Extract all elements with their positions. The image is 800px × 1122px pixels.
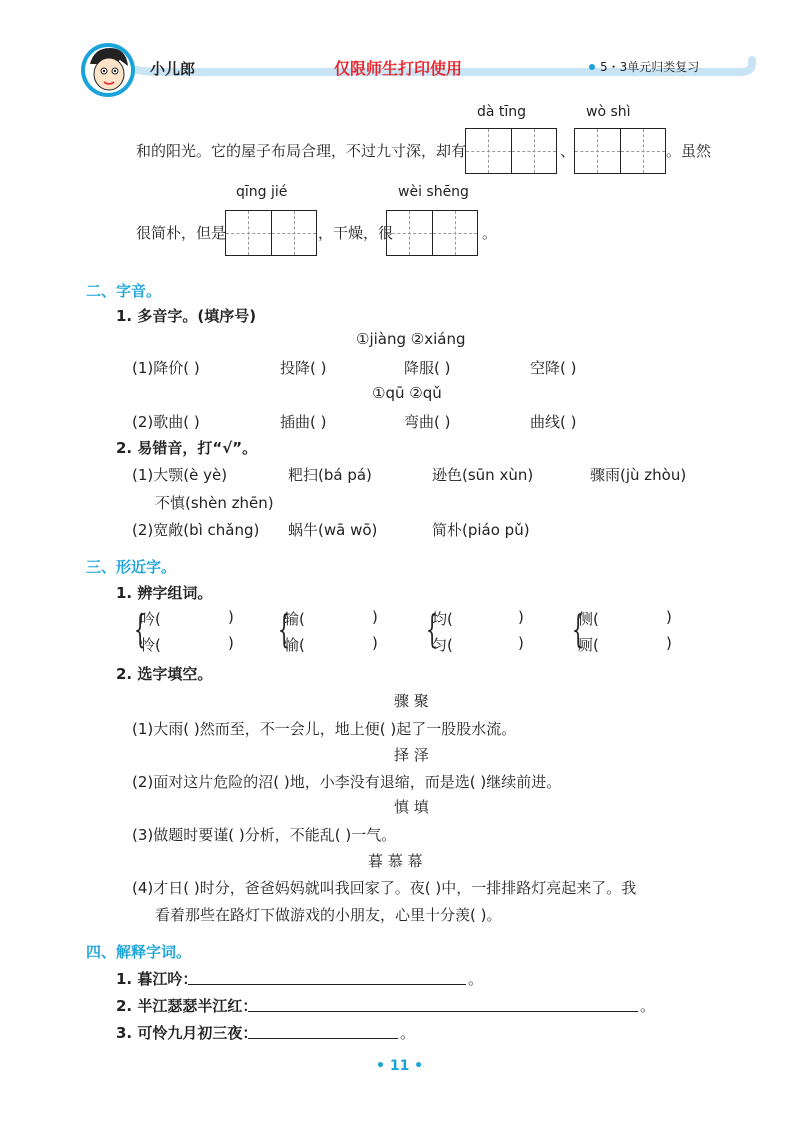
word-pair-char[interactable]: 匀(	[432, 636, 453, 654]
explain-item-1: 1. 暮江吟：	[116, 970, 198, 988]
paren-close: )	[666, 608, 672, 626]
q-distinguish: 1. 辨字组词。	[116, 584, 213, 602]
print-notice: 仅限师生打印使用	[334, 59, 463, 78]
fill-sentence-3[interactable]: (3)做题时要谨( )分析，不能乱( )一气。	[132, 826, 397, 844]
period: 。	[640, 997, 656, 1015]
fill-sentence-2[interactable]: (2)面对这片危险的沼( )地，小李没有退缩，而是选( )继续前进。	[132, 773, 562, 791]
pron-item[interactable]: (1)大颚(è yè)	[132, 466, 228, 484]
pron-item[interactable]: 蜗牛(wā wō)	[288, 521, 378, 539]
passage-line-2b: ，干燥，很	[318, 224, 394, 242]
polyphone-item[interactable]: 弯曲( )	[404, 413, 451, 431]
brand-title: 小儿郎	[150, 60, 196, 78]
pinyin-wo-shi: wò shì	[586, 104, 631, 120]
paren-close: )	[228, 608, 234, 626]
paren-close: )	[518, 608, 524, 626]
unit-label: 5・3单元归类复习	[600, 60, 700, 74]
word-pair-char[interactable]: 厕(	[578, 636, 599, 654]
answer-box-qing-jie[interactable]	[225, 210, 317, 256]
polyphone-options-1: ①jiàng ②xiáng	[356, 330, 466, 348]
brace-icon: {	[134, 607, 147, 651]
q-polyphone: 1. 多音字。(填序号)	[116, 307, 257, 325]
polyphone-item[interactable]: 投降( )	[280, 359, 327, 377]
answer-box-wo-shi[interactable]	[574, 128, 666, 174]
answer-box-da-ting[interactable]	[465, 128, 557, 174]
passage-line-2-end: 。	[482, 224, 498, 242]
period: 。	[468, 970, 484, 988]
pinyin-wei-sheng: wèi shēng	[398, 184, 469, 200]
fill-sentence-4b[interactable]: 看着那些在路灯下做游戏的小朋友，心里十分羡( )。	[155, 906, 502, 924]
paren-close: )	[518, 634, 524, 652]
fill-sentence-1[interactable]: (1)大雨( )然而至，不一会儿，地上便( )起了一股股水流。	[132, 720, 517, 738]
q-error-pron: 2. 易错音，打“√”。	[116, 439, 258, 457]
separator: 、	[560, 142, 576, 160]
choice-chars-3: 慎 填	[394, 798, 429, 816]
word-pair-char[interactable]: 愉(	[284, 636, 305, 654]
pinyin-da-ting: dà tīng	[477, 104, 527, 120]
fill-sentence-4a[interactable]: (4)才日( )时分，爸爸妈妈就叫我回家了。夜( )中，一排排路灯亮起来了。我	[132, 879, 637, 897]
pron-item[interactable]: 简朴(piáo pǔ)	[432, 521, 530, 539]
paren-close: )	[372, 634, 378, 652]
passage-line-1-end: 。虽然	[666, 142, 712, 160]
polyphone-item[interactable]: 降服( )	[404, 359, 451, 377]
polyphone-item[interactable]: (2)歌曲( )	[132, 413, 200, 431]
choice-chars-1: 骤 聚	[394, 692, 429, 710]
polyphone-item[interactable]: 曲线( )	[530, 413, 577, 431]
paren-close: )	[228, 634, 234, 652]
answer-line[interactable]	[248, 1011, 638, 1012]
paren-close: )	[372, 608, 378, 626]
pinyin-qing-jie: qīng jié	[236, 184, 288, 200]
polyphone-item[interactable]: (1)降价( )	[132, 359, 200, 377]
q-choose-char: 2. 选字填空。	[116, 665, 213, 683]
word-pair-char[interactable]: 吟(	[140, 610, 161, 628]
word-pair-char[interactable]: 怜(	[140, 636, 161, 654]
answer-line[interactable]	[248, 1038, 398, 1039]
brace-icon: {	[572, 607, 585, 651]
polyphone-options-2: ①qū ②qǔ	[372, 384, 442, 402]
pron-item[interactable]: 骤雨(jù zhòu)	[590, 466, 687, 484]
period: 。	[400, 1024, 416, 1042]
word-pair-char[interactable]: 均(	[432, 610, 453, 628]
boy-mascot-icon	[78, 40, 138, 100]
word-pair-char[interactable]: 输(	[284, 610, 305, 628]
brace-icon: {	[278, 607, 291, 651]
pron-item[interactable]: 粑扫(bá pá)	[288, 466, 372, 484]
passage-line-2a: 很简朴，但是	[136, 224, 227, 242]
brace-icon: {	[426, 607, 439, 651]
choice-chars-4: 暮 慕 幕	[368, 852, 423, 870]
section-3-title: 三、形近字。	[86, 558, 177, 576]
explain-item-2: 2. 半江瑟瑟半江红：	[116, 997, 258, 1015]
pron-item[interactable]: (2)宽敞(bì chǎng)	[132, 521, 260, 539]
paren-close: )	[666, 634, 672, 652]
polyphone-item[interactable]: 插曲( )	[280, 413, 327, 431]
explain-item-3: 3. 可怜九月初三夜：	[116, 1024, 258, 1042]
bullet-icon	[589, 64, 595, 70]
word-pair-char[interactable]: 侧(	[578, 610, 599, 628]
page-number: • 11 •	[376, 1058, 424, 1074]
passage-line-1: 和的阳光。它的屋子布局合理，不过九寸深，却有	[136, 142, 467, 160]
answer-line[interactable]	[188, 984, 466, 985]
choice-chars-2: 择 泽	[394, 746, 429, 764]
section-2-title: 二、字音。	[86, 282, 162, 300]
pron-item[interactable]: 不慎(shèn zhēn)	[155, 494, 274, 512]
section-4-title: 四、解释字词。	[86, 943, 192, 961]
pron-item[interactable]: 逊色(sūn xùn)	[432, 466, 534, 484]
answer-box-wei-sheng[interactable]	[386, 210, 478, 256]
polyphone-item[interactable]: 空降( )	[530, 359, 577, 377]
